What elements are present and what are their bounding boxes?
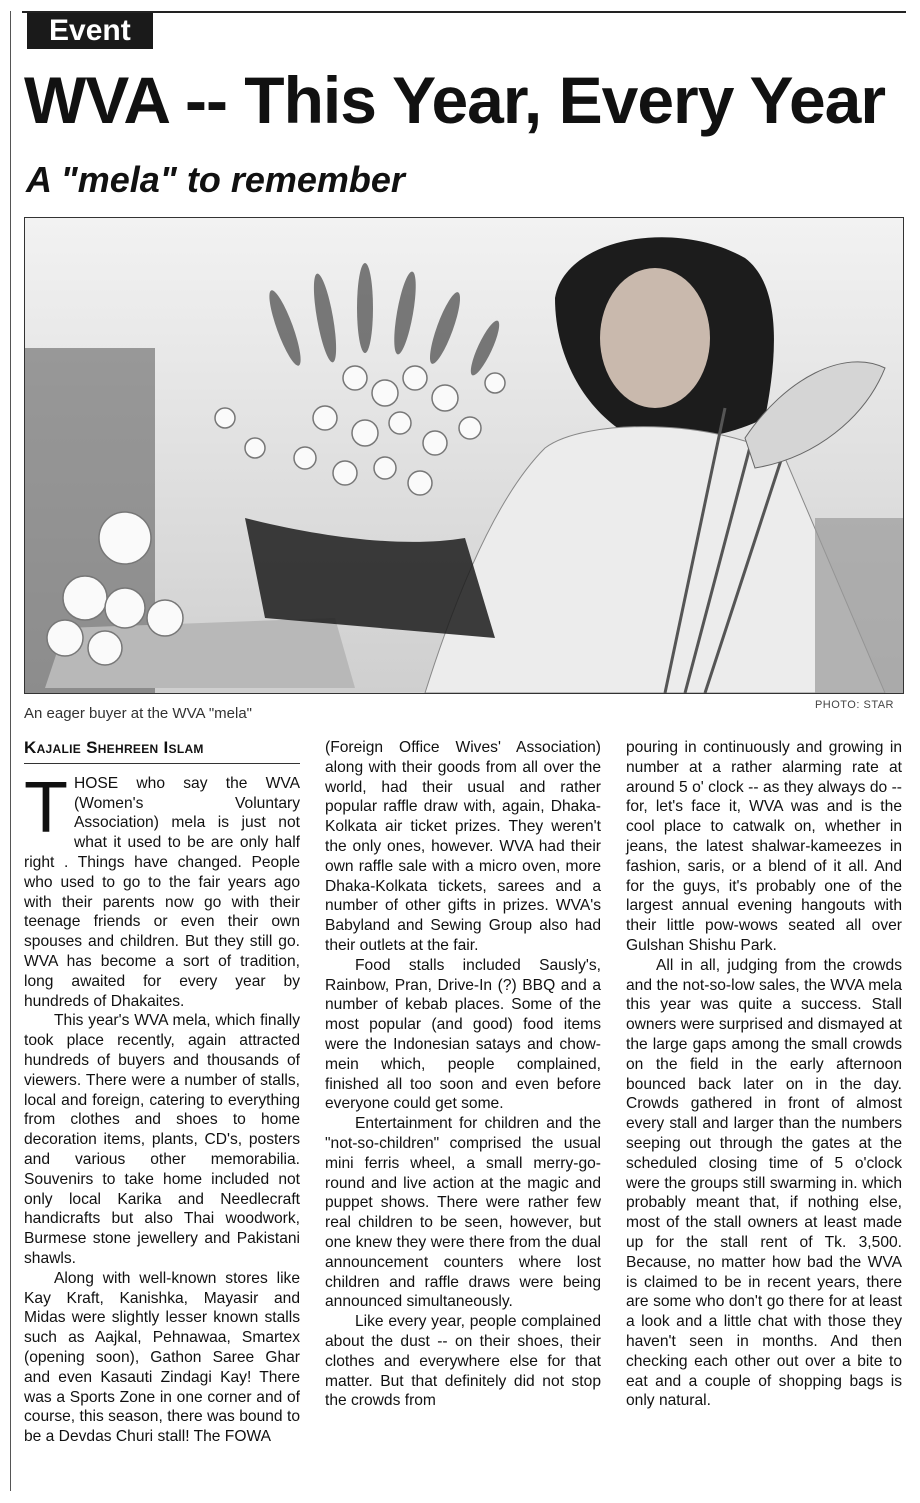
left-column-rule: [10, 11, 11, 1491]
headline: WVA -- This Year, Every Year: [24, 63, 886, 137]
paragraph: [24, 767, 300, 1012]
paragraph: Along with well-known stores like Kay Kraft, Kanishka, Mayasir and Midas were slightly lesser known stalls such as Aajkal, Pehnawaa, Smartex (opening soon), Gathon Saree Ghar and even Kasauti Zindagi Kay! There was a Sports Zone in one corner and of course, this season, there was bound to be a Devdas Churi stall! The FOWA: [24, 1269, 300, 1446]
photo-credit: PHOTO: STAR: [814, 699, 894, 711]
photo-caption: An eager buyer at the WVA "mela": [24, 705, 252, 722]
paragraph: Entertainment for children and the "not-so-children" comprised the usual mini ferris wheel, a small merry-go-round and live action at the magic and puppet shows. There were rather few real children to be seen, however, but one knew they were there from the dual announcement counters where lost children and raffle draws were being announced simultaneously.: [325, 1115, 601, 1311]
article-column-1: [24, 738, 300, 1447]
article-column-2: [325, 738, 601, 1411]
subhead: A "mela" to remember: [26, 159, 405, 200]
paragraph: pouring in continuously and growing in number at a rather alarming rate at around 5 o' clock -- as they always do -- for, let's face it, WVA was and is the cool place to catwalk on, whether in jeans, the latest shalwar-kameezes in fashion, saris, or a blend of it all. And for the guys, it's probably one of the largest annual evening hangouts with their little pow-wows seated all over Gulshan Shishu Park.: [626, 739, 902, 954]
article-column-3: [626, 738, 902, 1411]
paragraph-text: HOSE who say the WVA (Women's Voluntary Association) mela is just not what it used to be are only half right . Things have changed. People who used to go to the fair years ago with their parents now go with their teenage friends or even their own spouses and children. But they still go. WVA has become a sort of tradition, long awaited for every year by hundreds of Dhakaites.: [24, 774, 300, 1010]
photo-illustration: [25, 218, 903, 693]
byline-name: Kajalie Shehreen Islam: [24, 738, 204, 757]
top-rule: [22, 11, 906, 13]
section-tag: Event: [27, 13, 153, 49]
paragraph: All in all, judging from the crowds and the not-so-low sales, the WVA mela this year was quite a success. Stall owners were surprised and dismayed at the large gaps among the small crowds on the field in the early afternoon bounced back later on in the day. Crowds gathered in front of almost every stall and larger than the numbers seeping out through the gates at the scheduled closing time of 5 o'clock were the groups still swarming in. which probably meant that, if nothing else, most of the stall owners at least made up for the stall rent of Tk. 3,500. Because, no matter how bad the WVA is claimed to be in recent years, there are some who don't go there for at least a look and a little chat with those they haven't seen in months. And then checking each other out over a bite to eat and a couple of shopping bags is only natural.: [626, 956, 902, 1410]
paragraph: Like every year, people complained about the dust -- on their shoes, their clothes and everywhere else for that matter. But that definitely did not stop the crowds from: [325, 1313, 601, 1410]
paragraph: (Foreign Office Wives' Association) along with their goods from all over the world, had their usual and rather popular raffle draw with, again, Dhaka-Kolkata air ticket prizes. They weren't the only ones, however. WVA had their own raffle sale with a micro oven, more Dhaka-Kolkata tickets, sarees and a number of other gifts in prizes. WVA's Babyland and Sewing Group also had their outlets at the fair.: [325, 739, 601, 954]
article-photo: [24, 217, 904, 694]
byline: [24, 738, 300, 764]
paragraph: Food stalls included Sausly's, Rainbow, Pran, Drive-In (?) BBQ and a number of kebab places. Some of the most popular (and good) food items were the Indonesian satays and chow-mein which, people complained, finished all too soon and even before everyone could get some.: [325, 956, 601, 1113]
drop-cap: T: [24, 767, 68, 848]
paragraph: This year's WVA mela, which finally took place recently, again attracted hundreds of buyers and thousands of viewers. There were a number of stalls, local and foreign, catering to everything from clothes and shoes to home decoration items, plants, CD's, posters and various other memorabilia. Souvenirs to take home included not only local Karika and Needlecraft handicrafts but also Thai woodwork, Burmese stone jewellery and Pakistani shawls.: [24, 1012, 300, 1267]
